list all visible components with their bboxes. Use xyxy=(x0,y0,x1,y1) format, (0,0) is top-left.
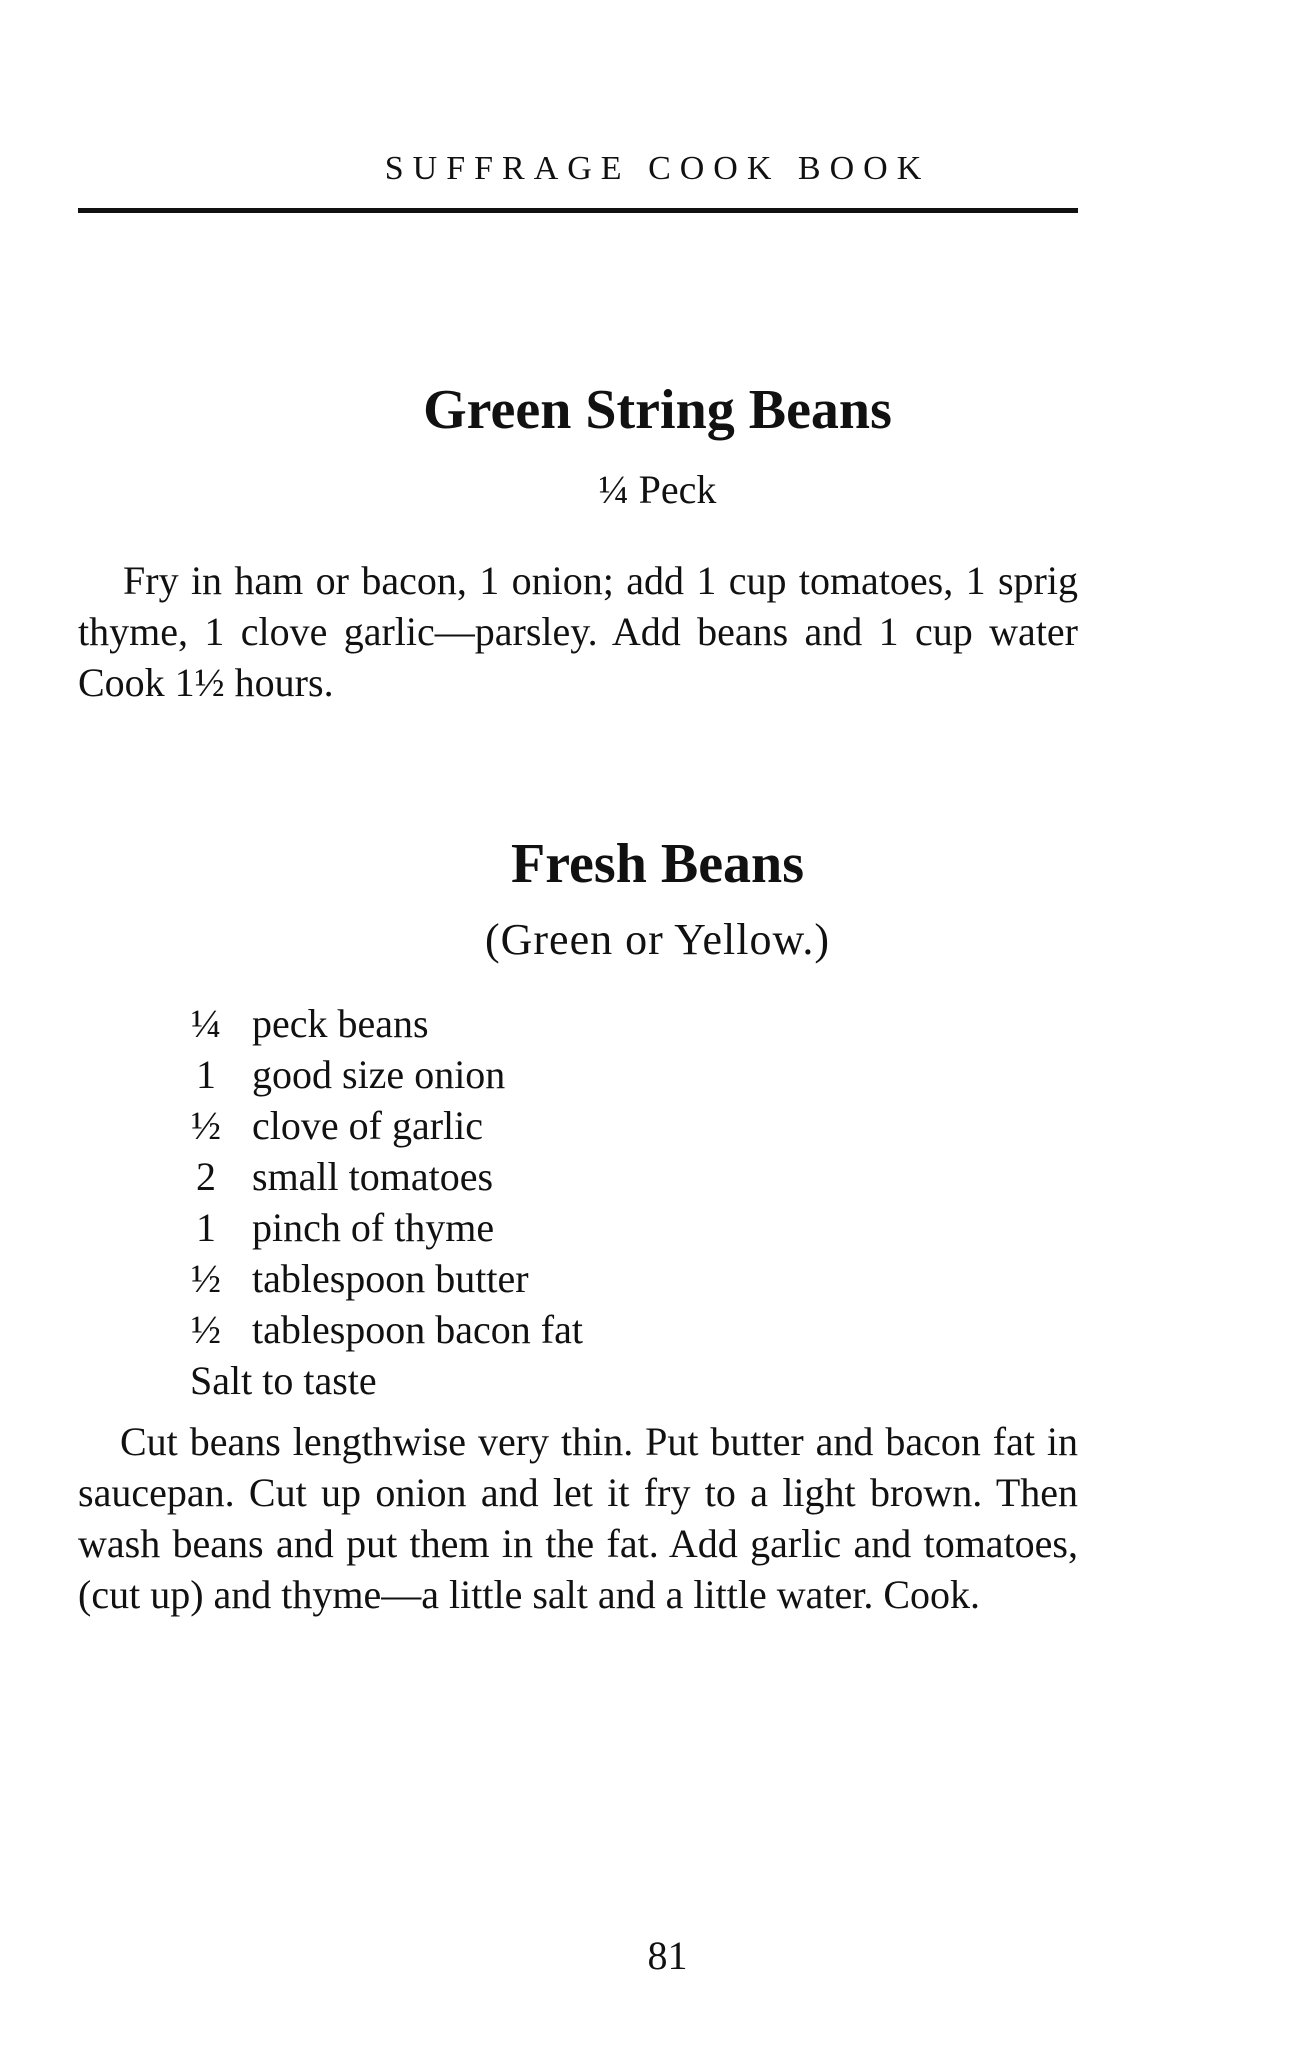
ingredient-quantity: 2 xyxy=(196,1154,216,1199)
ingredient-row xyxy=(180,1253,583,1304)
recipe-title-green-string-beans: Green String Beans xyxy=(423,379,892,441)
ingredient-name: tablespoon butter xyxy=(252,1256,529,1301)
ingredient-row xyxy=(180,998,583,1049)
ingredient-quantity: ¼ xyxy=(191,1001,221,1046)
ingredient-list xyxy=(180,998,583,1406)
recipe-directions-green-string-beans: Fry in ham or bacon, 1 onion; add 1 cup tomatoes, 1 sprig thyme, 1 clove garlic—parsley. Add beans and 1 cup water Cook 1½ hours. xyxy=(78,558,1078,705)
ingredient-row xyxy=(180,1304,583,1355)
page-number: 81 xyxy=(647,1933,688,1978)
ingredient-name: tablespoon bacon fat xyxy=(252,1307,583,1352)
ingredient-name: clove of garlic xyxy=(252,1103,483,1148)
ingredient-quantity: 1 xyxy=(196,1052,216,1097)
ingredient-quantity: ½ xyxy=(191,1103,221,1148)
ingredient-name: pinch of thyme xyxy=(252,1205,495,1250)
recipe-directions-fresh-beans: Cut beans lengthwise very thin. Put butter and bacon fat in saucepan. Cut up onion and let it fry to a light brown. Then wash beans and put them in the fat. Add garlic and tomatoes, (cut up) and thyme—a little salt and a little water. Cook. xyxy=(78,1419,1078,1617)
ingredient-row xyxy=(180,1355,583,1406)
ingredient-row xyxy=(180,1049,583,1100)
ingredient-row xyxy=(180,1100,583,1151)
recipe-title-fresh-beans: Fresh Beans xyxy=(511,833,804,895)
running-header: SUFFRAGE COOK BOOK xyxy=(384,150,931,187)
header-rule xyxy=(78,208,1078,213)
ingredient-row xyxy=(180,1202,583,1253)
ingredient-name: good size onion xyxy=(252,1052,506,1097)
ingredient-quantity: ½ xyxy=(191,1307,221,1352)
recipe-subtitle: (Green or Yellow.) xyxy=(484,915,831,964)
ingredient-name: Salt to taste xyxy=(190,1358,377,1403)
ingredient-name: small tomatoes xyxy=(252,1154,494,1199)
ingredient-name: peck beans xyxy=(252,1001,429,1046)
ingredient-quantity: 1 xyxy=(196,1205,216,1250)
recipe-yield: ¼ Peck xyxy=(598,467,717,512)
ingredient-quantity: ½ xyxy=(191,1256,221,1301)
ingredient-row xyxy=(180,1151,583,1202)
